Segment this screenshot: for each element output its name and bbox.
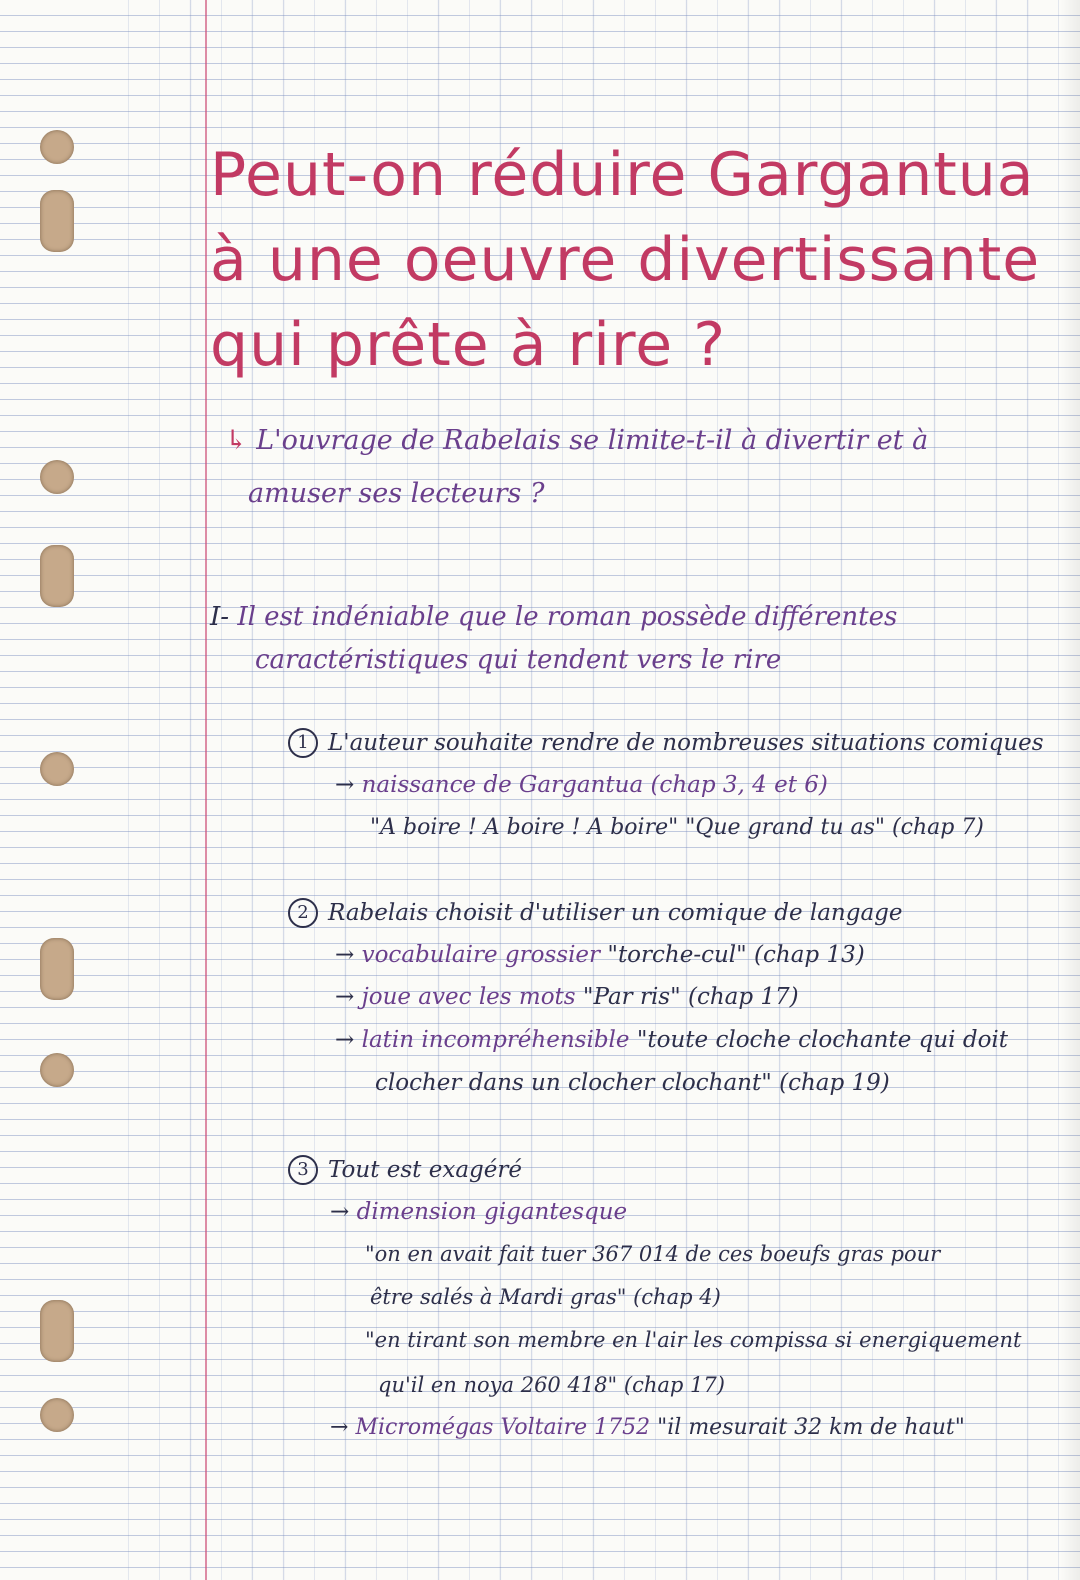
binder-hole [40,1300,74,1362]
point2-item2-label: joue avec les mots [361,984,576,1010]
binder-hole [40,190,74,252]
part1-line-2: caractéristiques qui tendent vers le rire [255,645,782,675]
photo-edge-shadow [1060,0,1080,1580]
point2-item1 [335,942,865,968]
point2-item3-continued: clocher dans un clocher clochant" (chap 19) [375,1070,890,1096]
title-line-3: qui prête à rire ? [210,310,727,380]
point1-item1 [335,772,828,798]
point2-heading-text: Rabelais choisit d'utiliser un comique de langage [328,900,903,926]
subquestion-line-1 [225,425,928,456]
part1-numeral: I- [210,602,230,632]
binder-hole [40,545,74,607]
point3-quote1-line2: être salés à Mardi gras" (chap 4) [370,1285,721,1309]
binder-hole [40,752,74,786]
point1-heading-text: L'auteur souhaite rendre de nombreuses situations comiques [328,730,1044,756]
point3-item2-quote: "il mesurait 32 km de haut" [657,1415,965,1440]
point3-number: 3 [288,1155,318,1185]
binder-hole [40,1053,74,1087]
subquestion-line-2: amuser ses lecteurs ? [248,478,545,509]
point1-number: 1 [288,728,318,758]
point3-quote2-line2: qu'il en noya 260 418" (chap 17) [378,1373,725,1397]
arrow-icon: → [330,1199,350,1225]
subquestion-text: L'ouvrage de Rabelais se limite-t-il à divertir et à [256,425,929,456]
point3-quote1-line1: "on en avait fait tuer 367 014 de ces boeufs gras pour [365,1242,941,1266]
point1-heading [288,728,1044,758]
arrow-icon: → [335,1027,355,1053]
point3-item2-year: 1752 [594,1415,651,1440]
arrow-icon: → [335,984,355,1010]
point1-item1-text: naissance de Gargantua (chap 3, 4 et 6) [361,772,828,798]
point2-item3-quote: "toute cloche clochante qui doit [636,1027,1009,1053]
binder-hole [40,938,74,1000]
title-line-1: Peut-on réduire Gargantua [210,140,1035,210]
point2-item2-quote: "Par ris" (chap 17) [582,984,799,1010]
point2-item2 [335,984,799,1010]
binder-hole [40,1398,74,1432]
margin-line [205,0,207,1580]
point2-number: 2 [288,898,318,928]
part1-line-1 [210,602,897,632]
binder-hole [40,460,74,494]
point3-item1-label: dimension gigantesque [356,1199,628,1225]
arrow-icon: → [330,1415,349,1440]
point3-item2-label: Micromégas [355,1415,494,1440]
point2-item3 [335,1027,1008,1053]
point2-item1-label: vocabulaire grossier [361,942,601,968]
point3-heading-text: Tout est exagéré [328,1157,522,1183]
point1-quote1: "A boire ! A boire ! A boire" "Que grand tu as" (chap 7) [370,815,984,840]
arrow-icon: → [335,942,355,968]
binder-hole [40,130,74,164]
point3-quote2-line1: "en tirant son membre en l'air les compissa si energiquement [365,1328,1022,1352]
point3-item2 [330,1415,965,1440]
arrow-icon: → [335,772,355,798]
point3-heading [288,1155,522,1185]
point3-item2-author: Voltaire [500,1415,588,1440]
part1-text: Il est indéniable que le roman possède différentes [237,602,898,632]
point2-item1-quote: "torche-cul" (chap 13) [607,942,865,968]
point2-item3-label: latin incompréhensible [361,1027,630,1053]
arrow-icon: ↳ [225,425,248,456]
point3-item1 [330,1199,627,1225]
point2-heading [288,898,903,928]
title-line-2: à une oeuvre divertissante [210,225,1041,295]
